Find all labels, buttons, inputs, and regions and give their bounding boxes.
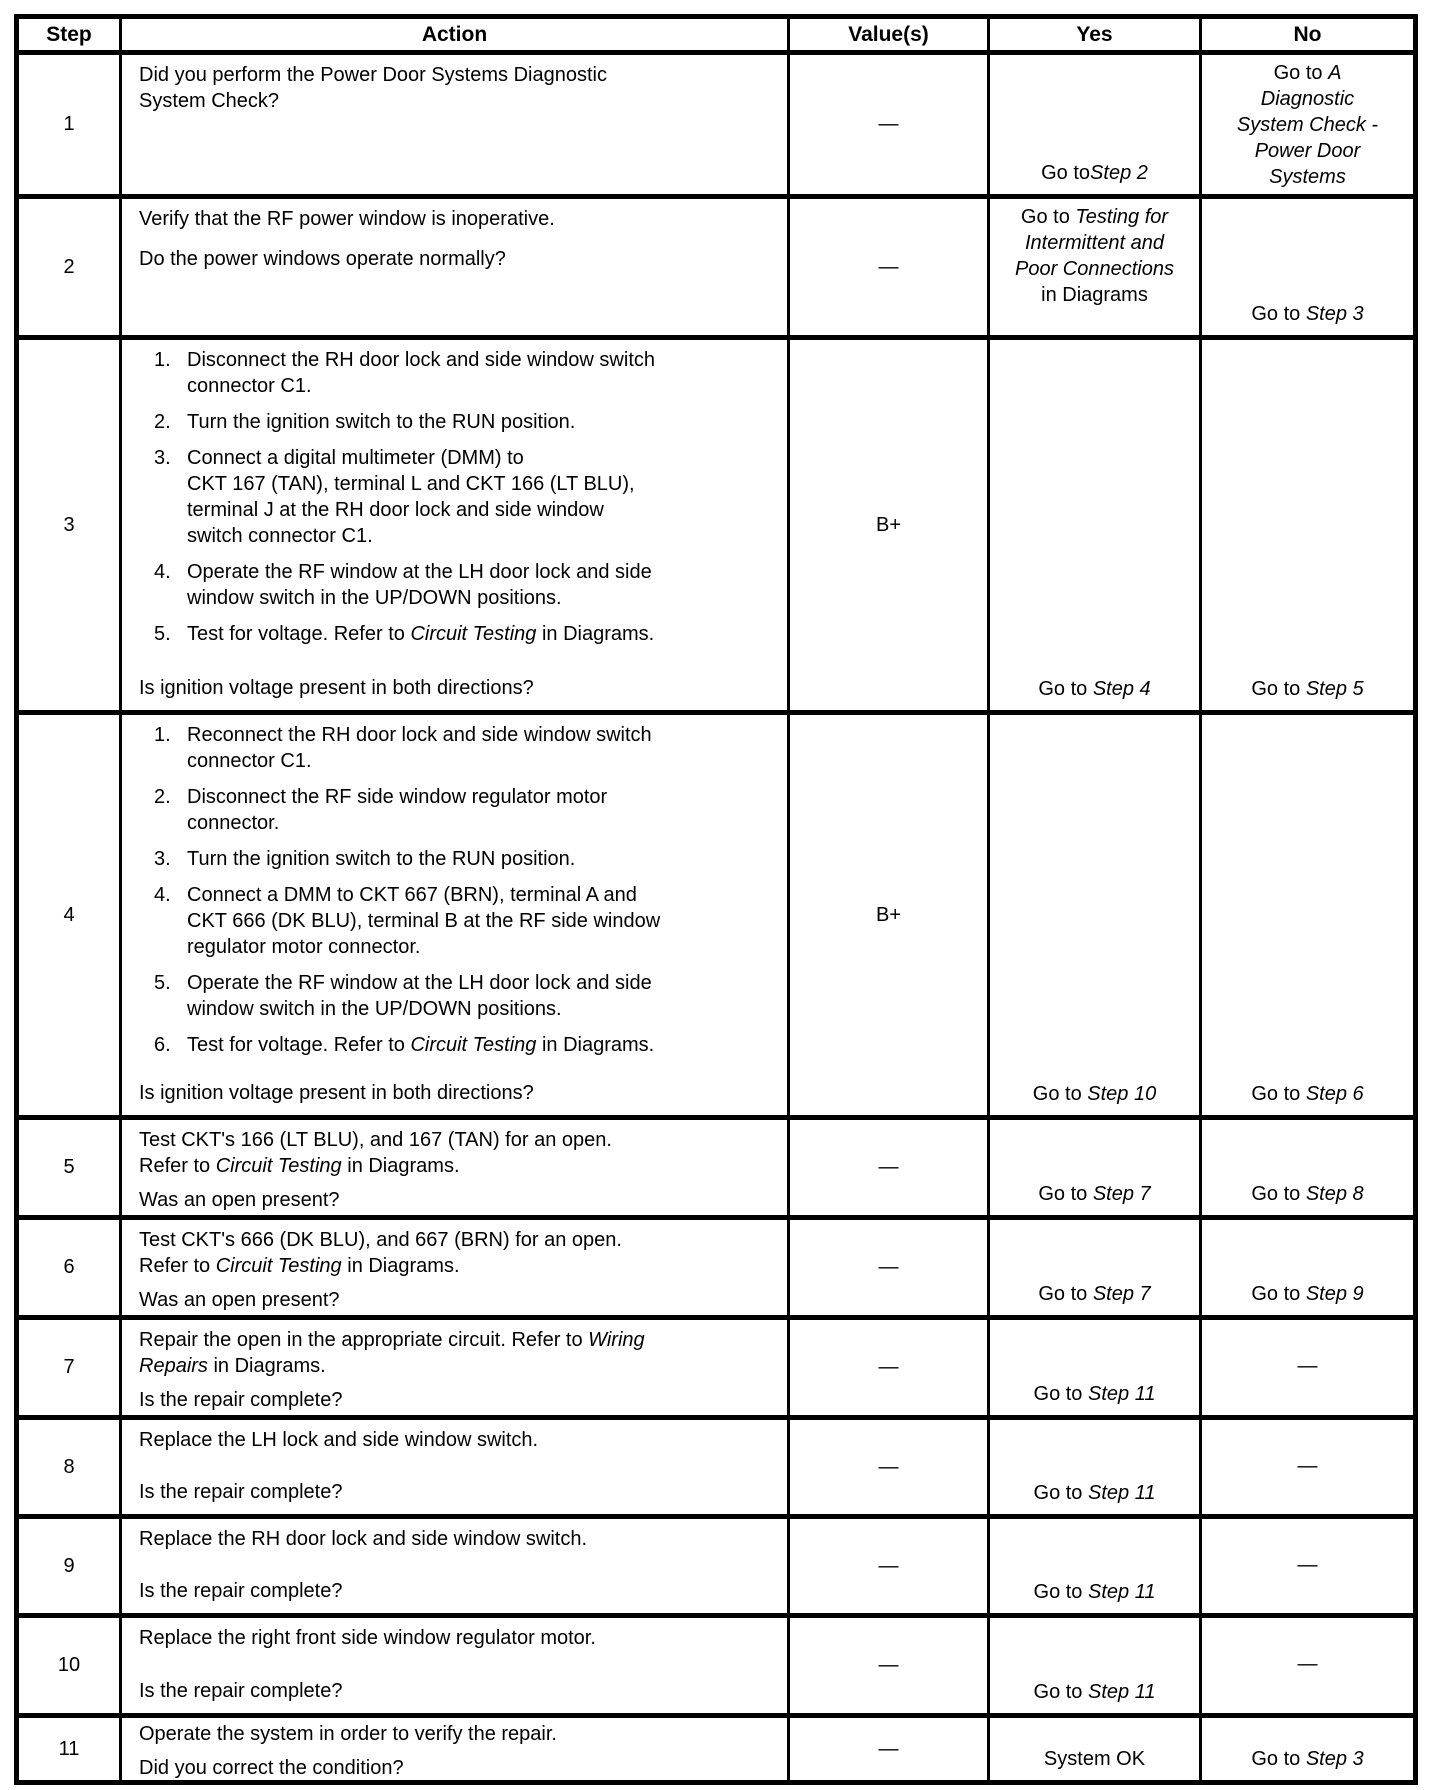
action-blocks <box>139 206 775 272</box>
action-paragraph: Replace the RH door lock and side window switch. <box>139 1528 587 1550</box>
step-cell: 10 <box>57 1654 81 1676</box>
value-cell: — <box>787 1120 987 1215</box>
step-cell: 7 <box>63 1356 75 1378</box>
yes-text: Go to Step 11 <box>1033 1383 1156 1405</box>
yes-cell <box>987 55 1199 194</box>
action-blocks <box>139 1427 775 1453</box>
table-row <box>19 1514 1413 1613</box>
list-item <box>139 347 775 399</box>
action-cell <box>119 715 787 1115</box>
action-paragraph: Replace the right front side window regulator motor. <box>139 1627 596 1649</box>
action-cell <box>119 1320 787 1415</box>
no-cell <box>1199 1320 1413 1415</box>
action-blocks <box>139 1127 775 1179</box>
value-cell: — <box>787 1420 987 1514</box>
action-question: Is the repair complete? <box>139 1680 343 1702</box>
table-row <box>19 710 1413 1115</box>
yes-text: Go to Step 11 <box>1033 1581 1156 1603</box>
no-text: Go to Step 3 <box>1251 303 1364 325</box>
list-item-text: Test for voltage. Refer to Circuit Testing in Diagrams. <box>187 623 655 645</box>
list-item-number: 3. <box>154 848 171 870</box>
step-cell: 8 <box>63 1455 75 1478</box>
action-cell <box>119 1120 787 1215</box>
no-cell <box>1199 55 1413 194</box>
list-item-number: 1. <box>154 724 171 746</box>
table-row <box>19 1315 1413 1415</box>
yes-cell <box>987 199 1199 335</box>
list-item-number: 5. <box>154 623 171 645</box>
table-header-row <box>19 19 1413 50</box>
table-row <box>19 335 1413 710</box>
table-row <box>19 1713 1413 1780</box>
action-blocks <box>139 722 775 1058</box>
action-cell <box>119 1519 787 1613</box>
step-cell: 5 <box>63 1156 75 1178</box>
yes-cell <box>987 1120 1199 1215</box>
step-cell: 11 <box>58 1737 80 1760</box>
no-text: — <box>1297 1454 1318 1477</box>
no-cell <box>1199 1420 1413 1514</box>
list-item-text: Connect a DMM to CKT 667 (BRN), terminal A and CKT 666 (DK BLU), terminal B at the RF side window regulator motor connector. <box>187 884 661 958</box>
step-cell: 2 <box>63 255 75 278</box>
action-question: Is the repair complete? <box>139 1580 343 1602</box>
action-blocks <box>139 1327 775 1379</box>
action-cell <box>119 1220 787 1315</box>
no-text: — <box>1297 1553 1318 1576</box>
yes-text: System OK <box>1043 1748 1146 1770</box>
no-text: Go to Step 5 <box>1251 678 1364 700</box>
no-text: — <box>1297 1653 1318 1675</box>
no-text: — <box>1297 1355 1318 1377</box>
yes-cell <box>987 1420 1199 1514</box>
yes-text: Go to Testing for Intermittent and Poor Connections in Diagrams <box>1015 206 1174 306</box>
action-question: Is the repair complete? <box>139 1389 343 1411</box>
value-cell: — <box>787 55 987 194</box>
list-item-number: 2. <box>154 411 171 433</box>
action-question: Is the repair complete? <box>139 1481 343 1503</box>
action-question: Was an open present? <box>139 1289 340 1311</box>
table-row <box>19 194 1413 335</box>
list-item-text: Operate the RF window at the LH door lock and side window switch in the UP/DOWN positions. <box>187 972 652 1020</box>
list-item <box>139 784 775 836</box>
list-item <box>139 1032 775 1058</box>
list-item-text: Disconnect the RF side window regulator motor connector. <box>187 786 608 834</box>
action-cell <box>119 199 787 335</box>
action-cell <box>119 55 787 194</box>
table-row <box>19 1613 1413 1713</box>
action-cell <box>119 340 787 710</box>
action-question: Is ignition voltage present in both directions? <box>139 677 534 699</box>
list-item <box>139 846 775 872</box>
no-cell <box>1199 715 1413 1115</box>
no-text: Go to Step 3 <box>1251 1748 1364 1770</box>
no-cell <box>1199 1120 1413 1215</box>
no-cell <box>1199 199 1413 335</box>
table-body <box>19 50 1413 1780</box>
no-text: Go to Step 9 <box>1251 1283 1364 1305</box>
list-item-text: Connect a digital multimeter (DMM) to CKT 167 (TAN), terminal L and CKT 166 (LT BLU), terminal J at the RH door lock and side window switch connector C1. <box>187 447 635 547</box>
yes-text: Go to Step 4 <box>1038 678 1151 700</box>
no-text: Go to A Diagnostic System Check - Power Door Systems <box>1236 62 1379 188</box>
action-blocks <box>139 347 775 647</box>
table-row <box>19 1415 1413 1514</box>
action-paragraph: Repair the open in the appropriate circuit. Refer to Wiring Repairs in Diagrams. <box>139 1329 645 1377</box>
header-cell-yes: Yes <box>987 19 1199 50</box>
value-cell: B+ <box>787 715 987 1115</box>
list-item <box>139 409 775 435</box>
action-blocks <box>139 62 775 114</box>
value-cell: B+ <box>787 340 987 710</box>
yes-text: Go to Step 7 <box>1038 1283 1151 1305</box>
no-cell <box>1199 340 1413 710</box>
value-cell: — <box>787 199 987 335</box>
yes-text: Go toStep 2 <box>1041 162 1148 184</box>
header-cell-no: No <box>1199 19 1413 50</box>
list-item-text: Test for voltage. Refer to Circuit Testing in Diagrams. <box>187 1034 655 1056</box>
table-row <box>19 1115 1413 1215</box>
no-text: Go to Step 8 <box>1251 1183 1364 1205</box>
yes-cell <box>987 715 1199 1115</box>
header-cell-step: Step <box>46 22 92 46</box>
action-cell <box>119 1420 787 1514</box>
value-cell: — <box>787 1718 987 1780</box>
table-row <box>19 50 1413 194</box>
yes-cell <box>987 1519 1199 1613</box>
action-blocks <box>139 1526 775 1552</box>
step-cell: 9 <box>63 1554 75 1577</box>
yes-cell <box>987 1618 1199 1713</box>
list-item-number: 5. <box>154 972 171 994</box>
yes-cell <box>987 1220 1199 1315</box>
no-text: Go to Step 6 <box>1251 1083 1364 1105</box>
no-cell <box>1199 1618 1413 1713</box>
yes-cell <box>987 1718 1199 1780</box>
yes-cell <box>987 1320 1199 1415</box>
list-item-text: Turn the ignition switch to the RUN position. <box>187 411 576 433</box>
list-item-number: 1. <box>154 349 171 371</box>
yes-text: Go to Step 7 <box>1038 1183 1151 1205</box>
list-item <box>139 559 775 611</box>
table-row <box>19 1215 1413 1315</box>
list-item <box>139 621 775 647</box>
yes-text: Go to Step 10 <box>1032 1083 1157 1105</box>
action-paragraph: Replace the LH lock and side window switch. <box>139 1429 539 1451</box>
action-blocks <box>139 1625 775 1651</box>
list-item-number: 6. <box>154 1034 171 1056</box>
list-item-text: Operate the RF window at the LH door lock and side window switch in the UP/DOWN positions. <box>187 561 652 609</box>
list-item-number: 2. <box>154 786 171 808</box>
no-cell <box>1199 1220 1413 1315</box>
action-blocks <box>139 1721 775 1747</box>
list-item-text: Turn the ignition switch to the RUN position. <box>187 848 576 870</box>
list-item-text: Reconnect the RH door lock and side window switch connector C1. <box>187 724 652 772</box>
header-cell-action: Action <box>119 19 787 50</box>
no-cell <box>1199 1519 1413 1613</box>
action-paragraph: Operate the system in order to verify the repair. <box>139 1723 557 1745</box>
list-item-text: Disconnect the RH door lock and side window switch connector C1. <box>187 349 655 397</box>
list-item-number: 4. <box>154 561 171 583</box>
action-question: Did you correct the condition? <box>139 1757 404 1779</box>
action-paragraph: Test CKT's 666 (DK BLU), and 667 (BRN) for an open. Refer to Circuit Testing in Diagrams. <box>139 1229 622 1277</box>
list-item-number: 3. <box>154 447 171 469</box>
value-cell: — <box>787 1618 987 1713</box>
action-paragraph: Did you perform the Power Door Systems Diagnostic System Check? <box>139 64 607 112</box>
yes-text: Go to Step 11 <box>1033 1482 1156 1504</box>
action-question: Is ignition voltage present in both directions? <box>139 1082 534 1104</box>
yes-text: Go to Step 11 <box>1033 1681 1156 1703</box>
action-blocks <box>139 1227 775 1279</box>
action-question: Was an open present? <box>139 1189 340 1211</box>
list-item-number: 4. <box>154 884 171 906</box>
step-cell: 1 <box>63 113 75 135</box>
step-cell: 3 <box>63 513 75 536</box>
value-cell: — <box>787 1220 987 1315</box>
diagnostic-table <box>14 14 1418 1785</box>
header-cell-values: Value(s) <box>787 19 987 50</box>
action-paragraph: Verify that the RF power window is inoperative. <box>139 208 555 230</box>
list-item <box>139 882 775 960</box>
list-item <box>139 722 775 774</box>
action-paragraph: Do the power windows operate normally? <box>139 248 506 270</box>
action-cell <box>119 1618 787 1713</box>
step-cell: 4 <box>63 903 75 926</box>
value-cell: — <box>787 1320 987 1415</box>
list-item <box>139 445 775 549</box>
action-cell <box>119 1718 787 1780</box>
action-paragraph: Test CKT's 166 (LT BLU), and 167 (TAN) for an open. Refer to Circuit Testing in Diagrams. <box>139 1129 612 1177</box>
yes-cell <box>987 340 1199 710</box>
list-item <box>139 970 775 1022</box>
value-cell: — <box>787 1519 987 1613</box>
step-cell: 6 <box>63 1256 75 1278</box>
no-cell <box>1199 1718 1413 1780</box>
